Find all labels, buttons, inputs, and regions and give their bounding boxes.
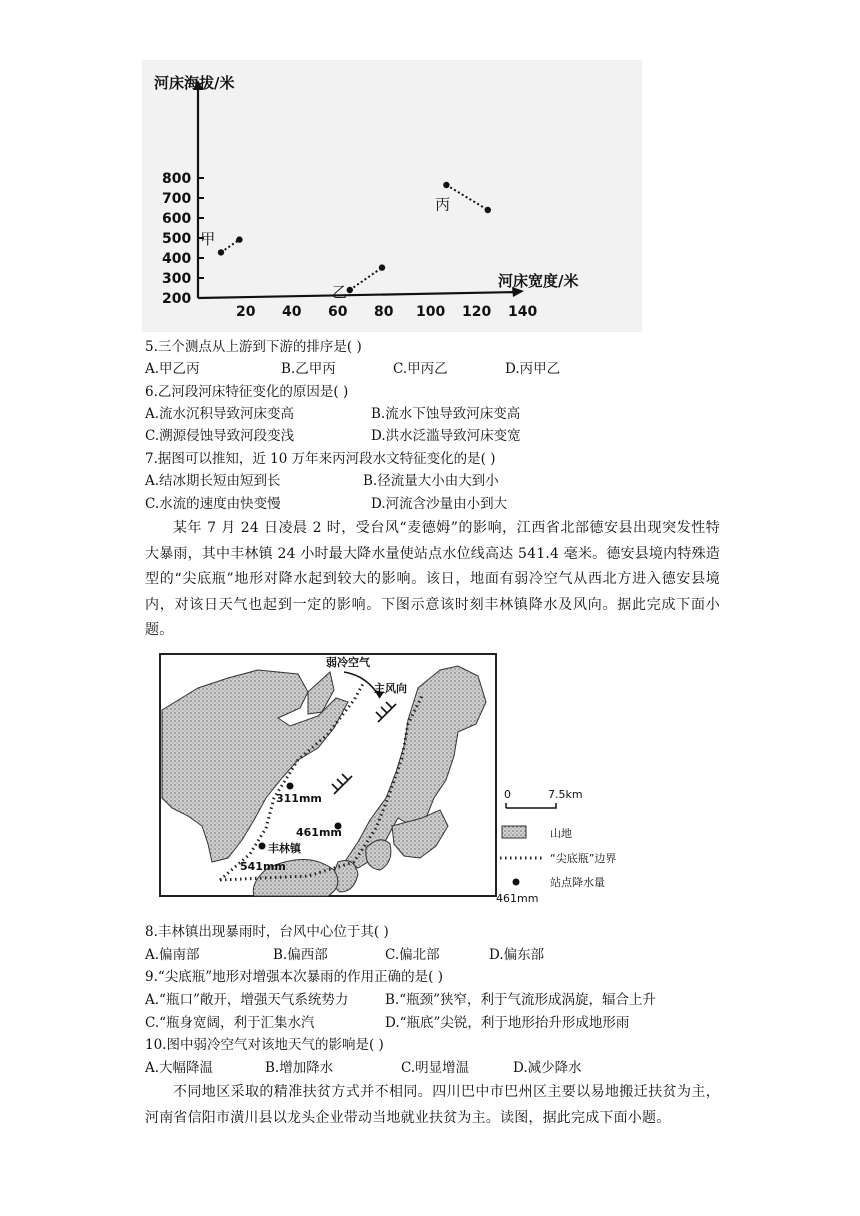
- x-tick-label: 120: [462, 304, 492, 320]
- chart-axes: [193, 80, 524, 298]
- series-label: 丙: [435, 195, 451, 214]
- fenglin-map: [158, 648, 548, 910]
- legend-station-label: 站点降水量: [550, 876, 605, 889]
- question-5-stem: 5.三个测点从上游到下游的排序是( ): [145, 339, 362, 355]
- legend-mountain-swatch: [502, 826, 526, 838]
- y-tick-label: 800: [162, 171, 192, 187]
- y-tick-label: 200: [162, 291, 192, 307]
- question-7-stem: 7.据图可以推知，近 10 万年来丙河段水文特征变化的是( ): [145, 451, 496, 467]
- q8-option-c: C.偏北部: [385, 947, 440, 963]
- series-0: [200, 230, 242, 256]
- scale-zero: 0: [504, 788, 511, 801]
- data-point: [347, 287, 353, 293]
- data-point: [443, 182, 449, 188]
- q6-option-c: C.溯源侵蚀导致河段变浅: [145, 428, 295, 444]
- q5-option-d: D.丙甲乙: [505, 361, 561, 377]
- data-point: [236, 236, 242, 242]
- town-label: 丰林镇: [268, 842, 301, 855]
- q6-option-b: B.流水下蚀导致河床变高: [371, 406, 521, 422]
- y-tick-label: 400: [162, 251, 192, 267]
- station-541-label: 541mm: [240, 860, 286, 873]
- x-axis-label: 河床宽度/米: [498, 272, 579, 290]
- y-axis-label: 河床海拔/米: [154, 74, 235, 92]
- map-legend: [496, 786, 656, 906]
- question-9-stem: 9.“尖底瓶”地形对增强本次暴雨的作用正确的是( ): [145, 969, 444, 985]
- q8-option-d: D.偏东部: [489, 947, 545, 963]
- q6-option-d: D.洪水泛滥导致河床变宽: [371, 428, 521, 444]
- q9-option-b: B.“瓶颈”狭窄，利于气流形成涡旋，辐合上升: [385, 992, 657, 1008]
- q10-option-c: C.明显增温: [401, 1060, 470, 1076]
- legend-mountain-label: 山地: [550, 827, 572, 840]
- q8-option-b: B.偏西部: [273, 947, 328, 963]
- q5-option-b: B.乙甲丙: [281, 361, 336, 377]
- q9-option-a: A.“瓶口”敞开，增强天气系统势力: [145, 992, 349, 1008]
- station-311-dot: [287, 783, 294, 790]
- series-2: [435, 182, 491, 214]
- series-label: 乙: [331, 282, 347, 301]
- q10-option-d: D.减少降水: [513, 1060, 582, 1076]
- data-point: [218, 249, 224, 255]
- legend-station-dot: [513, 879, 520, 886]
- y-tick-label: 700: [162, 191, 192, 207]
- data-point: [485, 207, 491, 213]
- question-10-stem: 10.图中弱冷空气对该地天气的影响是( ): [145, 1037, 384, 1053]
- series-segment: [446, 185, 487, 210]
- y-tick-label: 600: [162, 211, 192, 227]
- q7-option-c: C.水流的速度由快变慢: [145, 496, 281, 512]
- q9-option-d: D.“瓶底”尖锐，利于地形抬升形成地形雨: [385, 1015, 630, 1031]
- y-tick-label: 500: [162, 231, 192, 247]
- q7-option-a: A.结冰期长短由短到长: [145, 473, 281, 489]
- station-461-label: 461mm: [296, 826, 342, 839]
- passage-typhoon: 某年 7 月 24 日凌晨 2 时，受台风“麦德姆”的影响，江西省北部德安县出现突发性特大暴雨，其中丰林镇 24 小时最大降水量使站点水位线高达 541.4 毫米。德安县境内特殊造型的“尖底瓶”地形对降水起到较大的影响。该日，地面有弱冷空气从西北方进入德安县境内，对该日天气也起到一定的影响。下图示意该时刻丰林镇降水及风向。据此完成下面小题。: [145, 520, 720, 638]
- x-axis-line: [198, 292, 520, 298]
- q8-option-a: A.偏南部: [145, 947, 200, 963]
- q5-option-c: C.甲丙乙: [393, 361, 448, 377]
- x-tick-label: 40: [282, 304, 302, 320]
- x-tick-label: 60: [328, 304, 348, 320]
- cold-air-label: 弱冷空气: [326, 656, 370, 669]
- question-8-stem: 8.丰林镇出现暴雨时，台风中心位于其( ): [145, 924, 389, 940]
- legend-boundary-label: “尖底瓶”边界: [550, 852, 617, 865]
- q7-option-b: B.径流量大小由大到小: [363, 473, 499, 489]
- riverbed-scatter-chart: [142, 60, 642, 332]
- legend-station-example: 461mm: [496, 892, 539, 905]
- scale-value: 7.5km: [548, 788, 583, 801]
- q10-option-b: B.增加降水: [265, 1060, 334, 1076]
- wind-direction-label: 主风向: [374, 682, 407, 695]
- x-tick-label: 100: [416, 304, 446, 320]
- scale-bar: [506, 803, 556, 808]
- series-segment: [350, 268, 382, 290]
- q7-option-d: D.河流含沙量由小到大: [371, 496, 508, 512]
- series-label: 甲: [200, 230, 216, 248]
- x-tick-label: 20: [236, 304, 256, 320]
- q9-option-c: C.“瓶身宽阔，利于汇集水汽: [145, 1015, 315, 1031]
- passage-poverty-alleviation: 不同地区采取的精准扶贫方式并不相同。四川巴中市巴州区主要以易地搬迁扶贫为主，河南省信阳市潢川县以龙头企业带动当地就业扶贫为主。读图，据此完成下面小题。: [145, 1084, 720, 1126]
- station-fenglin-dot: [259, 843, 266, 850]
- q5-option-a: A.甲乙丙: [145, 361, 200, 377]
- x-tick-label: 80: [374, 304, 394, 320]
- series-segment: [221, 240, 239, 253]
- y-tick-label: 300: [162, 271, 192, 287]
- x-tick-label: 140: [508, 304, 538, 320]
- station-311-label: 311mm: [276, 792, 322, 805]
- question-6-stem: 6.乙河段河床特征变化的原因是( ): [145, 384, 349, 400]
- data-point: [379, 264, 385, 270]
- q6-option-a: A.流水沉积导致河床变高: [145, 406, 295, 422]
- q10-option-a: A.大幅降温: [145, 1060, 214, 1076]
